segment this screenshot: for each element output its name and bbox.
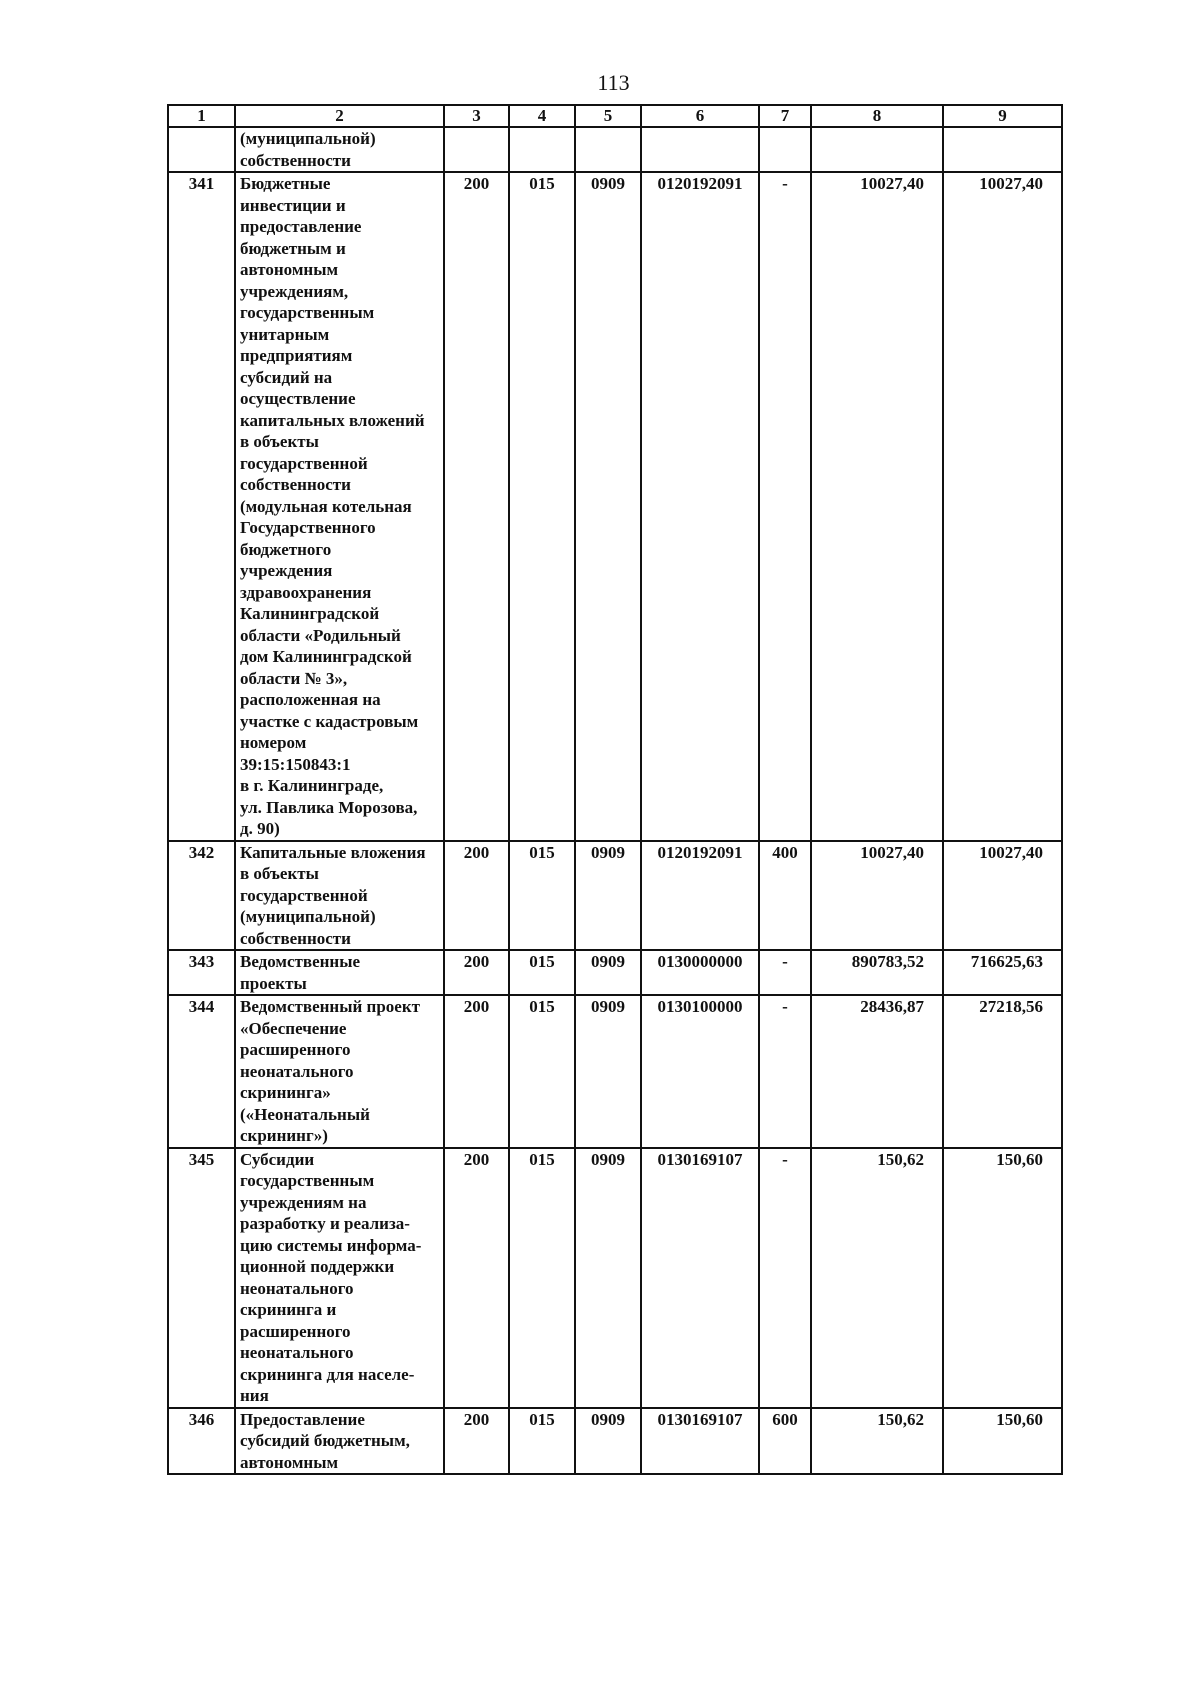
cell-name: Предоставление субсидий бюджетным, автономным [235,1408,444,1475]
cell-c5: 0909 [575,950,641,995]
cell-c3: 200 [444,950,509,995]
column-header: 2 [235,105,444,127]
cell-c6: 0130169107 [641,1408,759,1475]
cell-c9: 716625,63 [943,950,1062,995]
cell-c8: 890783,52 [811,950,943,995]
cell-c7: - [759,172,811,841]
cell-c7: - [759,1148,811,1408]
cell-name: (муниципальной) собственности [235,127,444,172]
column-header: 1 [168,105,235,127]
column-header: 4 [509,105,575,127]
cell-c8: 150,62 [811,1148,943,1408]
column-header: 7 [759,105,811,127]
cell-name: Субсидии государственным учреждениям на разработку и реализа- цию системы информа- ционной поддержки неонатального скрининга и расширенного неонатального скрининга для населе- ния [235,1148,444,1408]
cell-c4 [509,127,575,172]
cell-c4: 015 [509,1148,575,1408]
cell-c7: 400 [759,841,811,951]
cell-c5: 0909 [575,1408,641,1475]
cell-name: Ведомственные проекты [235,950,444,995]
cell-num: 344 [168,995,235,1148]
cell-num: 342 [168,841,235,951]
cell-num: 345 [168,1148,235,1408]
cell-c8: 10027,40 [811,841,943,951]
table-row [168,1148,1062,1408]
table-row [168,172,1062,841]
cell-c7: - [759,950,811,995]
cell-c6: 0130100000 [641,995,759,1148]
column-header: 9 [943,105,1062,127]
cell-c9: 10027,40 [943,841,1062,951]
cell-c8: 150,62 [811,1408,943,1475]
cell-c3: 200 [444,995,509,1148]
cell-num [168,127,235,172]
cell-c8: 28436,87 [811,995,943,1148]
table-header-row [168,105,1062,127]
cell-c3 [444,127,509,172]
column-header: 8 [811,105,943,127]
column-header: 5 [575,105,641,127]
cell-num: 343 [168,950,235,995]
cell-c6 [641,127,759,172]
cell-num: 346 [168,1408,235,1475]
cell-c8 [811,127,943,172]
budget-table [167,104,1063,1475]
cell-c3: 200 [444,1148,509,1408]
cell-c5: 0909 [575,841,641,951]
cell-c5: 0909 [575,172,641,841]
cell-c7: - [759,995,811,1148]
cell-c4: 015 [509,995,575,1148]
column-header: 3 [444,105,509,127]
cell-c5: 0909 [575,995,641,1148]
table-row [168,127,1062,172]
cell-c3: 200 [444,172,509,841]
cell-c5 [575,127,641,172]
cell-c9: 150,60 [943,1408,1062,1475]
cell-c9 [943,127,1062,172]
cell-c6: 0130169107 [641,1148,759,1408]
cell-c6: 0120192091 [641,841,759,951]
table-row [168,841,1062,951]
cell-c4: 015 [509,841,575,951]
cell-c7: 600 [759,1408,811,1475]
cell-c9: 10027,40 [943,172,1062,841]
column-header: 6 [641,105,759,127]
cell-c9: 150,60 [943,1148,1062,1408]
cell-name: Ведомственный проект «Обеспечение расширенного неонатального скрининга» («Неонатальный скрининг») [235,995,444,1148]
cell-c8: 10027,40 [811,172,943,841]
cell-c7 [759,127,811,172]
table-row [168,950,1062,995]
cell-c6: 0130000000 [641,950,759,995]
cell-name: Бюджетные инвестиции и предоставление бюджетным и автономным учреждениям, государственным унитарным предприятиям субсидий на осуществление капитальных вложений в объекты государственной собственности (модульная котельная Государственного бюджетного учреждения здравоохранения Калининградской области «Родильный дом Калининградской области № 3», расположенная на участке с кадастровым номером 39:15:150843:1 в г. Калининграде, ул. Павлика Морозова, д. 90) [235,172,444,841]
cell-c3: 200 [444,1408,509,1475]
cell-c4: 015 [509,1408,575,1475]
cell-c9: 27218,56 [943,995,1062,1148]
page-number: 113 [597,70,630,95]
table-row [168,995,1062,1148]
cell-c3: 200 [444,841,509,951]
cell-c5: 0909 [575,1148,641,1408]
cell-num: 341 [168,172,235,841]
table-row [168,1408,1062,1475]
cell-c6: 0120192091 [641,172,759,841]
cell-c4: 015 [509,172,575,841]
cell-c4: 015 [509,950,575,995]
cell-name: Капитальные вложения в объекты государственной (муниципальной) собственности [235,841,444,951]
